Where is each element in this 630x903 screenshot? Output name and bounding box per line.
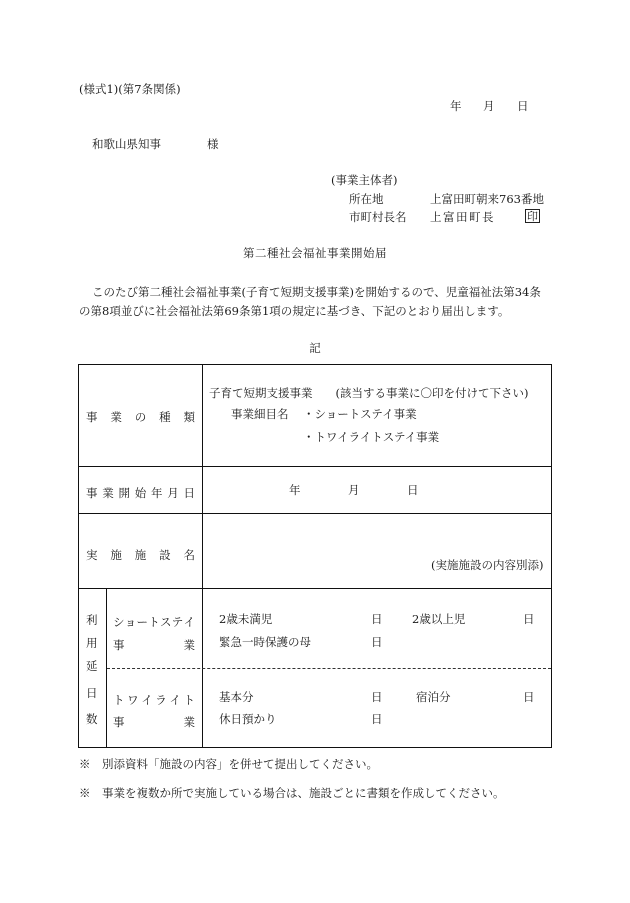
label-char: 事 [86, 410, 98, 424]
date-year-label: 年 [450, 99, 462, 113]
form-number: (様式1)(第7条関係) [79, 82, 181, 96]
short-stay-emergency-label: 緊急一時保護の母 [219, 635, 311, 649]
address-label: 所在地 [349, 192, 384, 206]
twilight-holiday-unit: 日 [371, 712, 383, 726]
label-char: 業 [183, 638, 195, 652]
label-char: ト [183, 693, 195, 707]
label-char: 用 [86, 636, 98, 650]
label-char: 種 [159, 410, 171, 424]
date-month-label: 月 [483, 99, 495, 113]
row-label-business-type [86, 409, 195, 425]
twilight-label-bottom [113, 714, 195, 730]
table-row-line-2 [79, 513, 552, 514]
label-char: の [134, 410, 147, 424]
label-char: 業 [183, 715, 195, 729]
label-char: ト [148, 615, 160, 629]
short-stay-over2-label: 2歳以上児 [412, 612, 466, 626]
seal-mark: 印 [527, 210, 538, 223]
label-char: 名 [183, 548, 195, 562]
business-type-line1: 子育て短期支援事業 (該当する事業に〇印を付けて下さい) [209, 386, 529, 400]
label-char: 数 [86, 712, 98, 726]
address-value: 上富田町朝来763番地 [430, 192, 544, 206]
row-label-facility-name [86, 547, 195, 563]
short-stay-over2-unit: 日 [523, 612, 535, 626]
start-year-label: 年 [289, 483, 301, 497]
label-char: 日 [183, 486, 195, 500]
twilight-label-top [113, 692, 195, 708]
label-char: 事 [113, 715, 125, 729]
business-detail-label: 事業細目名 [231, 407, 289, 421]
table-divider-main [202, 365, 203, 748]
label-char: 開 [118, 486, 130, 500]
label-char: イ [141, 693, 153, 707]
label-char: 実 [86, 548, 98, 562]
label-char: 延 [86, 659, 98, 673]
option-short-stay: ・ショートステイ事業 [303, 407, 417, 421]
label-char: 施 [134, 548, 147, 562]
start-month-label: 月 [348, 483, 360, 497]
label-char: ー [136, 615, 148, 629]
row-label-start-date [86, 485, 195, 501]
table-dashed-line [107, 668, 551, 669]
label-char: 日 [86, 686, 98, 700]
short-stay-label-top [113, 614, 195, 630]
label-char: シ [113, 615, 125, 629]
document-title: 第二種社会福祉事業開始届 [243, 246, 387, 260]
label-char: 設 [159, 548, 171, 562]
body-text-line1: このたび第二種社会福祉事業(子育て短期支援事業)を開始するので、児童福祉法第34条 [92, 285, 541, 299]
facility-note: (実施施設の内容別添) [431, 558, 544, 572]
label-char: ト [113, 693, 125, 707]
label-char: 施 [110, 548, 122, 562]
label-char: 月 [167, 486, 179, 500]
footnote-2: ※ 事業を複数か所で実施している場合は、施設ごとに書類を作成してください。 [79, 786, 505, 800]
short-stay-under2-label: 2歳未満児 [219, 612, 273, 626]
label-char: イ [169, 693, 181, 707]
twilight-basic-label: 基本分 [219, 690, 254, 704]
applicant-heading: (事業主体者) [331, 173, 398, 187]
label-char: ラ [155, 693, 167, 707]
twilight-overnight-unit: 日 [523, 690, 535, 704]
label-char: 事 [113, 638, 125, 652]
table-row-line-1 [79, 466, 552, 467]
label-char: 業 [102, 486, 114, 500]
addressee-name: 和歌山県知事 [92, 137, 161, 151]
short-stay-emergency-unit: 日 [371, 635, 383, 649]
label-char: 年 [151, 486, 163, 500]
date-day-label: 日 [517, 99, 529, 113]
twilight-basic-unit: 日 [371, 690, 383, 704]
addressee-honorific: 様 [207, 137, 219, 151]
label-char: ョ [124, 615, 137, 629]
label-char: ス [160, 615, 172, 629]
label-char: 類 [183, 410, 195, 424]
label-char: イ [183, 615, 195, 629]
twilight-overnight-label: 宿泊分 [416, 690, 451, 704]
short-stay-under2-unit: 日 [371, 612, 383, 626]
twilight-holiday-label: 休日預かり [219, 712, 277, 726]
footnote-1: ※ 別添資料「施設の内容」を併せて提出してください。 [79, 757, 378, 771]
label-char: ワ [127, 693, 139, 707]
label-char: 始 [134, 486, 147, 500]
body-text-line2: の第8項並びに社会福祉法第69条第1項の規定に基づき、下記のとおり届出します。 [79, 304, 510, 318]
option-twilight-stay: ・トワイライトステイ事業 [303, 430, 440, 444]
label-char: 利 [86, 613, 98, 627]
mayor-value: 上富田町長 [430, 210, 495, 224]
short-stay-label-bottom [113, 637, 195, 653]
table-row-line-3 [79, 588, 552, 589]
label-char: 事 [86, 486, 98, 500]
label-char: テ [171, 615, 184, 629]
mayor-label: 市町村長名 [349, 210, 407, 224]
start-day-label: 日 [407, 483, 419, 497]
label-char: 業 [110, 410, 122, 424]
ki-label: 記 [309, 341, 321, 355]
